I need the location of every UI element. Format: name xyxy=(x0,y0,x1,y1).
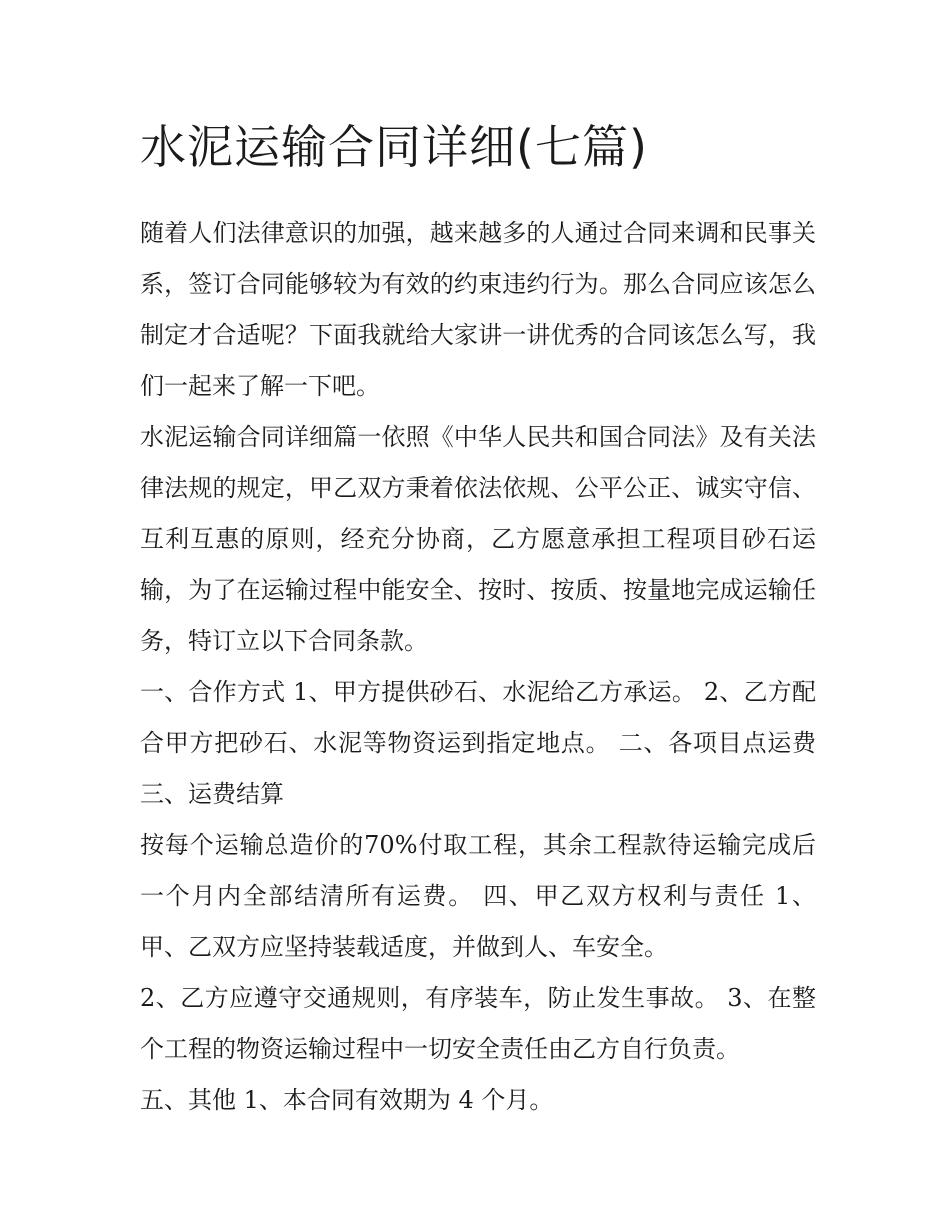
paragraph-other-terms: 五、其他 1、本合同有效期为 4 个月。 xyxy=(140,1086,554,1114)
paragraph-cooperation-method: 一、合作方式 1、甲方提供砂石、水泥给乙方承运。 2、乙方配合甲方把砂石、水泥等物资运到指定地点。 二、各项目点运费 三、运费结算 xyxy=(140,678,816,808)
paragraph-contract-preamble: 水泥运输合同详细篇一依照《中华人民共和国合同法》及有关法律法规的规定，甲乙双方秉着依法依规、公平公正、诚实守信、互利互惠的原则，经充分协商，乙方愿意承担工程项目砂石运输，为了在运输过程中能安全、按时、按质、按量地完成运输任务，特订立以下合同条款。 xyxy=(140,423,816,655)
paragraph-safety-responsibility: 2、乙方应遵守交通规则，有序装车，防止发生事故。 3、在整个工程的物资运输过程中一切安全责任由乙方自行负责。 xyxy=(140,984,816,1063)
document-title: 水泥运输合同详细(七篇) xyxy=(140,120,648,174)
paragraph-freight-settlement: 按每个运输总造价的70%付取工程，其余工程款待运输完成后一个月内全部结清所有运费。 四、甲乙双方权利与责任 1、甲、乙双方应坚持装载适度，并做到人、车安全。 xyxy=(140,831,816,961)
paragraph-intro: 随着人们法律意识的加强，越来越多的人通过合同来调和民事关系，签订合同能够较为有效的约束违约行为。那么合同应该怎么制定才合适呢？下面我就给大家讲一讲优秀的合同该怎么写，我们一起来了解一下吧。 xyxy=(140,219,816,400)
document-body xyxy=(140,118,816,1126)
